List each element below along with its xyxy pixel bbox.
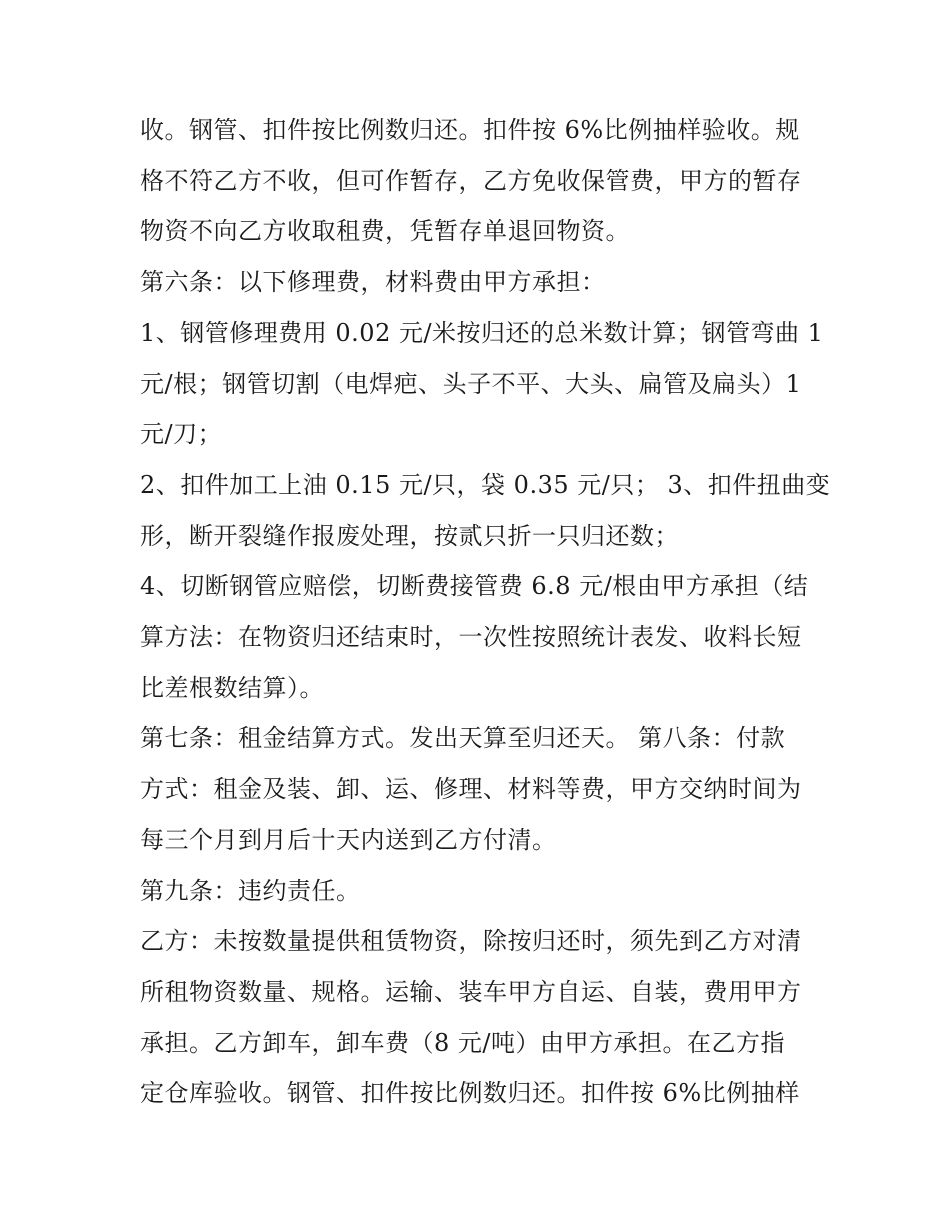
text-line: 乙方：未按数量提供租赁物资，除按归还时，须先到乙方对清: [140, 927, 802, 956]
text-line: 2、扣件加工上油 0.15 元/只，袋 0.35 元/只； 3、扣件扭曲变: [140, 470, 831, 499]
text-line: 1、钢管修理费用 0.02 元/米按归还的总米数计算；钢管弯曲 1: [140, 318, 824, 347]
text-line: 4、切断钢管应赔偿，切断费接管费 6.8 元/根由甲方承担（结: [140, 572, 809, 601]
section-heading-article-7: 第七条：租金结算方式。发出天算至归还天。 第八条：付款: [140, 724, 786, 753]
section-heading-article-6: 第六条：以下修理费，材料费由甲方承担：: [140, 268, 606, 297]
text-line: 形，断开裂缝作报废处理，按贰只折一只归还数；: [140, 521, 679, 550]
text-line: 收。钢管、扣件按比例数归还。扣件按 6%比例抽样验收。规: [140, 116, 800, 144]
text-line: 元/刀；: [140, 420, 223, 449]
text-line: 方式：租金及装、卸、运、修理、材料等费，甲方交纳时间为: [140, 775, 802, 804]
text-line: 算方法：在物资归还结束时，一次性按照统计表发、收料长短: [140, 623, 802, 652]
text-line: 定仓库验收。钢管、扣件按比例数归还。扣件按 6%比例抽样: [140, 1079, 800, 1108]
document-body: [140, 105, 831, 1119]
text-line: 所租物资数量、规格。运输、装车甲方自运、自装，费用甲方: [140, 977, 802, 1006]
section-heading-article-9: 第九条：违约责任。: [140, 876, 361, 905]
text-line: 承担。乙方卸车，卸车费（8 元/吨）由甲方承担。在乙方指: [140, 1028, 785, 1057]
text-line: 格不符乙方不收，但可作暂存，乙方免收保管费，甲方的暂存: [140, 166, 802, 195]
text-line: 每三个月到月后十天内送到乙方付清。: [140, 825, 557, 854]
text-line: 比差根数结算）。: [140, 673, 324, 702]
text-line: 元/根；钢管切割（电焊疤、头子不平、大头、扁管及扁头）1: [140, 369, 802, 398]
text-line: 物资不向乙方收取租费，凭暂存单退回物资。: [140, 217, 630, 246]
